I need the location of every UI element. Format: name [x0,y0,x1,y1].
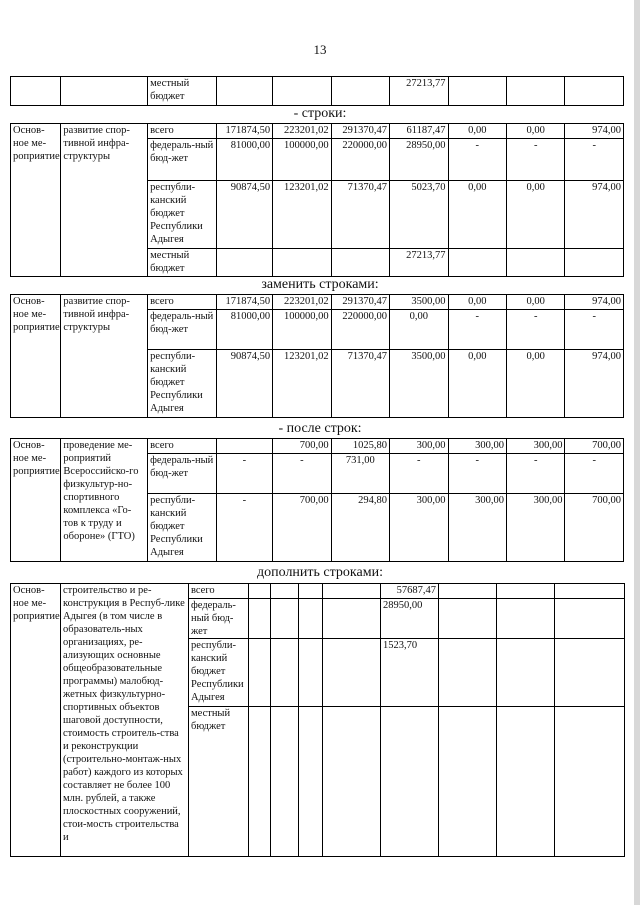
level-total: всего [148,295,217,310]
level-republic: республи-канский бюджет Республики Адыгея [148,494,217,562]
cell-value: 0,00 [448,124,506,139]
table-after-rows [10,438,624,562]
section-heading: заменить строками: [261,277,379,292]
level-total: всего [148,124,217,139]
level-total: всего [148,439,217,454]
cell-value: 3500,00 [390,350,448,418]
cell-value: 0,00 [448,350,506,418]
cell-value: 71370,47 [331,181,389,249]
cell-value: 100000,00 [273,139,331,181]
table-old-rows [10,123,624,277]
cell-value: 171874,50 [216,124,272,139]
cell-dash: - [448,310,506,350]
table-added-rows [10,583,625,857]
level-total: всего [189,584,249,599]
cell-value: 71370,47 [331,350,389,418]
cell-value: 974,00 [565,181,624,249]
cell-value: 81000,00 [216,310,272,350]
cell-value: 291370,47 [331,124,389,139]
cell-value: 27213,77 [390,77,448,106]
cell-dash: - [448,454,506,494]
section-heading: - строки: [293,106,347,121]
cell-value: 300,00 [448,439,506,454]
cell-value: 28950,00 [390,139,448,181]
cell-dash: - [565,310,624,350]
cell-dash: - [273,454,331,494]
cell-value: 28950,00 [381,599,439,639]
cell-value: 974,00 [565,295,624,310]
level-federal: федераль-ный бюд-жет [148,139,217,181]
cell-value: 300,00 [390,494,448,562]
level-local: местный бюджет [148,249,217,277]
cell-dash: - [506,139,564,181]
section-heading: - после строк: [278,421,362,436]
cell-dash: - [216,454,272,494]
row-kind: Основ-ное ме-роприятие [11,584,61,857]
row-name: развитие спор-тивной инфра-структуры [61,124,148,277]
cell-value: 5023,70 [390,181,448,249]
cell-value: 291370,47 [331,295,389,310]
cell-value: 294,80 [331,494,389,562]
row-name: строительство и ре-конструкция в Респуб-лике Адыгея (в том числе в образователь-ных организациях, ре-ализующих основные общеобразовательные программы) малобюд-жетных физкультурно-спортивных объектов шаговой доступности, стоимость строитель-ства и реконструкции (строительно-монтаж-ных работ) каждого из которых составляет не более 100 млн. рублей, а также плоскостных сооружений, стои-мость строительства и [61,584,189,857]
cell-dash: - [506,454,564,494]
table-new-rows [10,294,624,418]
page-number: 13 [313,42,327,57]
cell-dash: - [448,139,506,181]
cell-dash: - [506,310,564,350]
level-federal: федераль-ный бюд-жет [189,599,249,639]
cell-value: 300,00 [390,439,448,454]
level-local: местный бюджет [189,707,249,857]
row-name: развитие спор-тивной инфра-структуры [61,295,148,418]
cell-value: 0,00 [506,181,564,249]
cell-value: 81000,00 [216,139,272,181]
row-name: проведение ме-роприятий Всероссийско-го физкультур-но-спортивного комплекса «Го-тов к труду и обороне» (ГТО) [61,439,148,562]
row-kind: Основ-ное ме-роприятие [11,295,61,418]
cell-value: 700,00 [273,439,331,454]
cell-value: 300,00 [448,494,506,562]
cell-value: 223201,02 [273,295,331,310]
cell-value: 300,00 [506,494,564,562]
cell-dash: - [565,139,624,181]
table-top-fragment [10,76,624,106]
cell-value: 100000,00 [273,310,331,350]
cell-value: 123201,02 [273,181,331,249]
cell-value: 700,00 [273,494,331,562]
cell-dash: - [565,454,624,494]
cell-value: 1025,80 [331,439,389,454]
cell-value: 700,00 [565,494,624,562]
cell-value: 731,00 [331,454,389,494]
cell-value: 700,00 [565,439,624,454]
cell-value: 1523,70 [381,639,439,707]
level-federal: федераль-ный бюд-жет [148,310,217,350]
row-kind: Основ-ное ме-роприятие [11,124,61,277]
cell-value: 90874,50 [216,181,272,249]
cell-value: 90874,50 [216,350,272,418]
cell-value: 0,00 [506,124,564,139]
level-republic: республи-канский бюджет Республики Адыгея [189,639,249,707]
cell-value: 300,00 [506,439,564,454]
level-republic: республи-канский бюджет Республики Адыгея [148,181,217,249]
cell-value: 0,00 [390,310,448,350]
cell-value: 0,00 [506,350,564,418]
cell-value: 0,00 [506,295,564,310]
cell-value: 27213,77 [390,249,448,277]
cell-value: 0,00 [448,181,506,249]
cell-value: 974,00 [565,350,624,418]
level-republic: республи-канский бюджет Республики Адыгея [148,350,217,418]
section-heading: дополнить строками: [257,565,383,580]
cell-value: 0,00 [448,295,506,310]
cell-value: 123201,02 [273,350,331,418]
level-local: местный бюджет [148,77,217,106]
scan-edge [634,0,640,905]
cell-value: 974,00 [565,124,624,139]
cell-value: 220000,00 [331,310,389,350]
cell-value: 57687,47 [381,584,439,599]
cell-value: 171874,50 [216,295,272,310]
cell-value: 220000,00 [331,139,389,181]
cell-value: 223201,02 [273,124,331,139]
level-federal: федераль-ный бюд-жет [148,454,217,494]
cell-dash: - [390,454,448,494]
cell-dash: - [216,494,272,562]
cell-value: 3500,00 [390,295,448,310]
row-kind: Основ-ное ме-роприятие [11,439,61,562]
cell-value: 61187,47 [390,124,448,139]
